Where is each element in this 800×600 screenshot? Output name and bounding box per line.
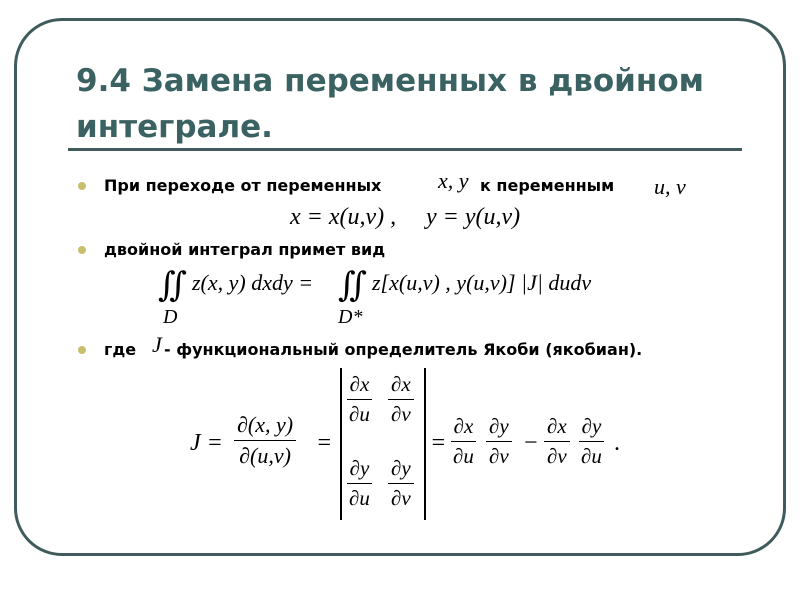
- determinant-bar-right: [424, 368, 426, 520]
- t2-den: ∂v: [489, 444, 509, 468]
- m12-num: ∂x: [388, 372, 414, 400]
- t3-num: ∂x: [544, 414, 570, 442]
- region-d-star: D*: [338, 306, 363, 328]
- bullet-marker: [78, 246, 86, 254]
- bullet-1-math-uv: u, v: [654, 174, 686, 199]
- expansion-term-2: [486, 414, 512, 469]
- t1-num: ∂x: [451, 414, 477, 442]
- bullet-2-text: двойной интеграл примет вид: [104, 240, 386, 259]
- substitution-y: y = y(u,v): [426, 204, 521, 230]
- expansion-term-1: [450, 414, 477, 469]
- determinant-bar-left: [340, 368, 342, 520]
- matrix-cell-12: [388, 372, 414, 427]
- substitution-x: x = x(u,v) ,: [290, 204, 397, 230]
- bullet-marker: [78, 182, 86, 190]
- jacobian-symbol: J =: [190, 430, 223, 456]
- matrix-cell-21: [346, 456, 373, 511]
- t1-den: ∂u: [453, 444, 474, 468]
- matrix-cell-22: [388, 456, 414, 511]
- expansion-term-4: [578, 414, 605, 469]
- t2-num: ∂y: [486, 414, 512, 442]
- expansion-minus: −: [524, 430, 538, 456]
- matrix-cell-11: [346, 372, 373, 427]
- m21-den: ∂u: [349, 486, 370, 510]
- m11-den: ∂u: [349, 402, 370, 426]
- jacobian-numerator: ∂(x, y): [234, 412, 296, 441]
- expansion-period: .: [614, 430, 620, 456]
- double-integral-sign-left: ∬: [158, 265, 187, 305]
- region-d: D: [163, 306, 178, 328]
- expansion-term-3: [544, 414, 570, 469]
- jacobian-equals: =: [316, 430, 333, 456]
- title-divider: [68, 148, 742, 151]
- bullet-1-text-before: При переходе от переменных: [104, 176, 382, 195]
- double-integral-sign-right: ∬: [338, 265, 367, 305]
- integrand-left: z(x, y) dxdy =: [192, 270, 314, 295]
- bullet-3-math-j: J: [152, 332, 162, 357]
- t4-den: ∂u: [581, 444, 602, 468]
- bullet-3-text-after: - функциональный определитель Якоби (якобиан).: [164, 340, 643, 359]
- m22-den: ∂v: [391, 486, 411, 510]
- bullet-1-text-after: к переменным: [480, 176, 615, 195]
- bullet-3-text-before: где: [104, 340, 137, 359]
- m21-num: ∂y: [347, 456, 373, 484]
- t3-den: ∂v: [547, 444, 567, 468]
- bullet-1-math-xy: x, y: [438, 168, 469, 193]
- jacobian-equals-2: =: [430, 430, 447, 456]
- m22-num: ∂y: [388, 456, 414, 484]
- integrand-right: z[x(u,v) , y(u,v)] |J| dudv: [372, 270, 592, 295]
- jacobian-fraction: [234, 412, 296, 469]
- jacobian-denominator: ∂(u,v): [239, 443, 291, 468]
- t4-num: ∂y: [579, 414, 605, 442]
- m11-num: ∂x: [347, 372, 373, 400]
- slide-title: 9.4 Замена переменных в двойном интеграле.: [76, 63, 704, 145]
- m12-den: ∂v: [391, 402, 411, 426]
- bullet-marker: [78, 346, 86, 354]
